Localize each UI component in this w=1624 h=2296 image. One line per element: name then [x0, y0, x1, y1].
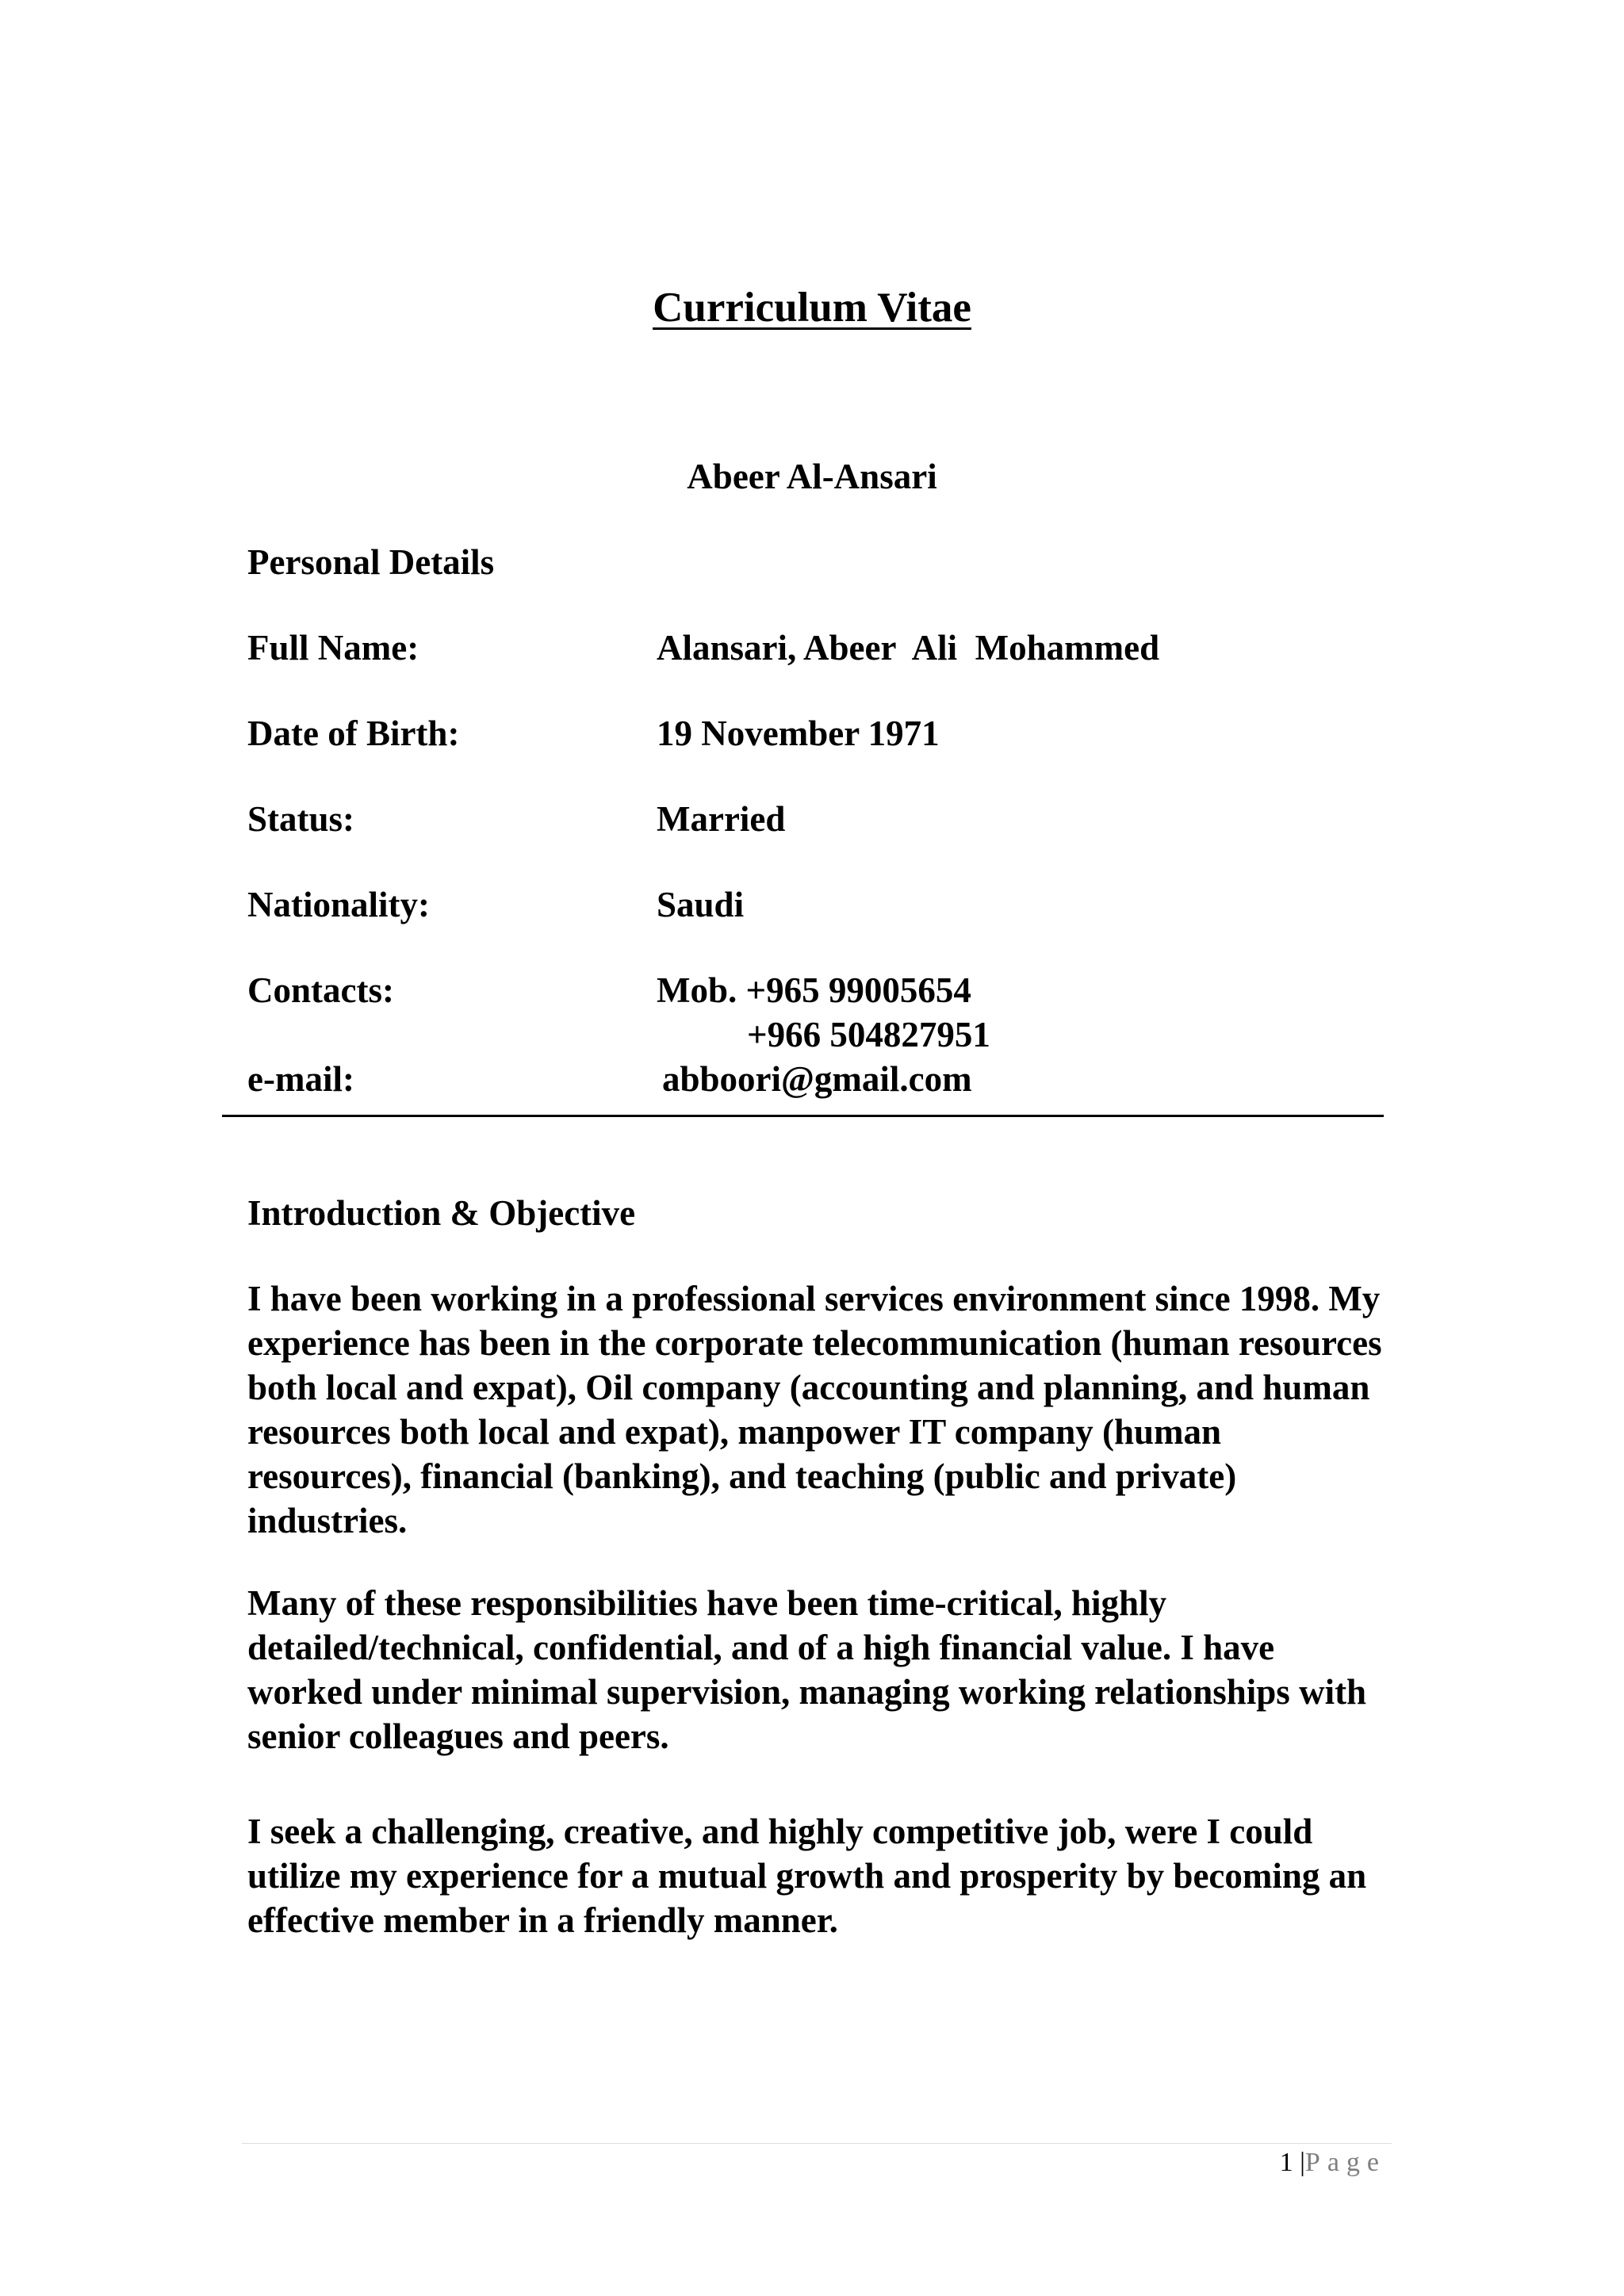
- personal-details-heading: Personal Details: [247, 542, 495, 582]
- full-name-value: Alansari, Abeer Ali Mohammed: [657, 628, 1160, 668]
- applicant-name: Abeer Al-Ansari: [687, 457, 937, 496]
- introduction-paragraph-1: I have been working in a professional services environment since 1998. My experience has been in the corporate telecommunication (human resources both local and expat), Oil company (accounting and planning, and human resources both local and expat), manpower IT company (human resources), financial (banking), and teaching (public and private) industries.: [247, 1279, 1382, 1540]
- nationality-label: Nationality:: [247, 885, 430, 924]
- introduction-paragraph-2: Many of these responsibilities have been time-critical, highly detailed/technical, confidential, and of a high financial value. I have worked under minimal supervision, managing working relationships with senior colleagues and peers.: [247, 1583, 1367, 1756]
- status-value: Married: [657, 799, 786, 839]
- page-label: Page: [1304, 2148, 1386, 2177]
- status-label: Status:: [247, 799, 355, 839]
- contacts-label: Contacts:: [247, 970, 394, 1010]
- full-name-label: Full Name:: [247, 628, 419, 668]
- date-of-birth-label: Date of Birth:: [247, 714, 460, 753]
- page-number: 1: [1279, 2148, 1293, 2177]
- document-title-text: Curriculum Vitae: [653, 285, 971, 331]
- email-label: e-mail:: [247, 1059, 354, 1099]
- page-footer: [1280, 2145, 1386, 2180]
- introduction-paragraph-3: I seek a challenging, creative, and highly competitive job, were I could utilize my experience for a mutual growth and prosperity by becoming an effective member in a friendly manner.: [247, 1812, 1367, 1940]
- introduction-heading: Introduction & Objective: [247, 1193, 636, 1233]
- footer-rule: [242, 2143, 1392, 2144]
- mobile-number-secondary: +966 504827951: [747, 1015, 990, 1054]
- email-value: abboori@gmail.com: [662, 1059, 972, 1099]
- page-separator: |: [1300, 2148, 1305, 2177]
- section-divider: [222, 1115, 1384, 1117]
- mobile-number-primary: Mob. +965 99005654: [657, 970, 971, 1010]
- document-title: [0, 282, 1624, 333]
- nationality-value: Saudi: [657, 885, 745, 924]
- date-of-birth-value: 19 November 1971: [657, 714, 940, 753]
